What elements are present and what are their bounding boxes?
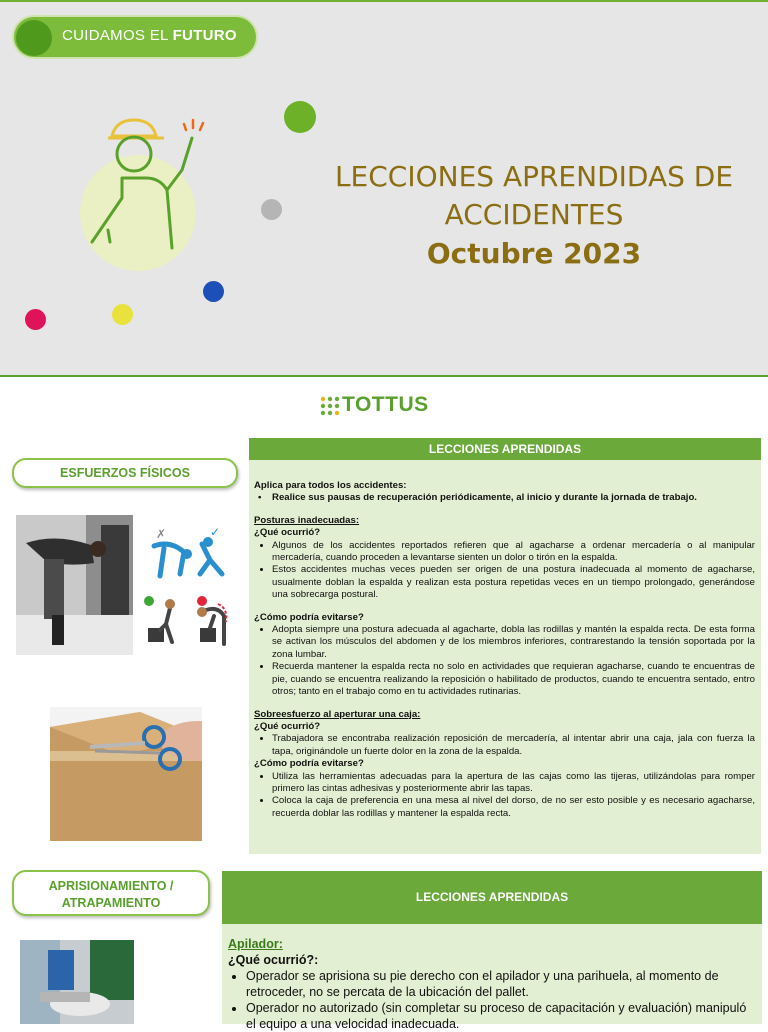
list-item: • Operador se aprisiona su pie derecho con el apilador y una parihuela, al momento de retroceder, no se percata de la ubicación del pallet.: [246, 968, 754, 1000]
case1-q1: ¿Qué ocurrió?: [254, 527, 321, 539]
tottus-logo-icon: [320, 396, 340, 416]
decor-dot-pink: [25, 309, 46, 330]
photo-worker-bending: [16, 515, 133, 655]
campaign-tag-dot: [16, 20, 52, 56]
document-title: [300, 158, 768, 274]
decor-dot-gray: [261, 199, 282, 220]
section-label-line-1: APRISIONAMIENTO /: [48, 879, 174, 893]
lessons-box-2: [222, 924, 762, 1031]
decor-dot-green: [284, 101, 316, 133]
title-line-2: ACCIDENTES: [444, 198, 624, 231]
worker-helmet-illustration: [72, 108, 222, 258]
lessons-box-1: [249, 460, 761, 854]
case1-heading: Posturas inadecuadas:: [254, 514, 360, 526]
title-date: Octubre 2023: [426, 237, 642, 270]
header-divider: [0, 375, 768, 377]
photo-box-opening-scissors: [50, 707, 202, 841]
title-line-1: LECCIONES APRENDIDAS DE: [334, 160, 734, 193]
decor-dot-blue: [203, 281, 224, 302]
section-label-esfuerzos-fisicos: ESFUERZOS FÍSICOS: [12, 458, 238, 488]
case1-q2: ¿Cómo podría evitarse?: [254, 611, 364, 623]
case2-heading: Sobreesfuerzo al aperturar una caja:: [254, 708, 421, 720]
svg-text:✓: ✓: [210, 525, 221, 539]
lessons-box-title-1: LECCIONES APRENDIDAS: [249, 438, 761, 460]
campaign-tag-text: CUIDAMOS EL FUTURO: [62, 27, 237, 44]
section-label-line-2: ATRAPAMIENTO: [61, 896, 161, 910]
tottus-logo-text: TOTTUS: [342, 393, 429, 416]
intro-heading: Aplica para todos los accidentes:: [254, 480, 407, 491]
lifting-posture-diagram: [140, 524, 232, 654]
section-label-aprisionamiento: [12, 870, 210, 916]
list-item: • Estos accidentes muchas veces pueden ser origen de una postura inadecuada al momento de agacharse, usualmente doblan la espalda y realizan esta postura repetidas veces en un tiempo prolongado, generándose una sobrecarga postural.: [272, 564, 755, 601]
case2-q1: ¿Qué ocurrió?: [254, 720, 321, 732]
list-item: • Coloca la caja de preferencia en una mesa al nivel del dorso, de no ser esto posible y es necesario agacharse, recuerda doblar las rodillas y mantener la espalda recta.: [272, 795, 755, 820]
list-item: • Trabajadora se encontraba realización reposición de mercadería, al intentar abrir una caja, jala con fuerza la tapa, originándole un fuerte dolor en la zona de la espalda.: [272, 733, 755, 758]
svg-text:✗: ✗: [156, 527, 167, 541]
intro-bullet: • Realice sus pausas de recuperación periódicamente, al inicio y durante la jornada de trabajo.: [258, 492, 697, 504]
lessons-box-title-2: LECCIONES APRENDIDAS: [222, 871, 762, 924]
list-item: • Utiliza las herramientas adecuadas para la apertura de las cajas como las tijeras, utilizándolas para romper primero las cintas adhesivas y posteriormente abrir las tapas.: [272, 771, 755, 796]
case2-q2: ¿Cómo podría evitarse?: [254, 758, 364, 770]
list-item: • Adopta siempre una postura adecuada al agacharte, dobla las rodillas y mantén la espalda recta. De esta forma se activan los músculos del abdomen y de los miembros inferiores, contrarestando la tensión soportada por la zona lumbar.: [272, 624, 755, 661]
photo-pallet-jack-foot: [20, 940, 134, 1024]
list-item: • Algunos de los accidentes reportados refieren que al agacharse a ordenar mercadería o al manipular mercadería, cuando proceden a levantarse sienten un dolor o tirón en la espalda.: [272, 540, 755, 565]
list-item: • Operador no autorizado (sin completar su proceso de capacitación y evaluación) manipuló el equipo a una velocidad inadecuada.: [246, 1000, 754, 1032]
case3-heading: Apilador:: [228, 937, 283, 951]
decor-dot-yellow: [112, 304, 133, 325]
list-item: • Recuerda mantener la espalda recta no solo en actividades que requieran agacharse, cuando te encuentras de pie, cuando se encuentra realizando la reposición o habilitado de productos, cuando te encuentra sentado, entro otros; tanto en el trabajo como en tu actividades rutinarias.: [272, 661, 755, 698]
case3-q1: ¿Qué ocurrió?:: [228, 953, 319, 967]
